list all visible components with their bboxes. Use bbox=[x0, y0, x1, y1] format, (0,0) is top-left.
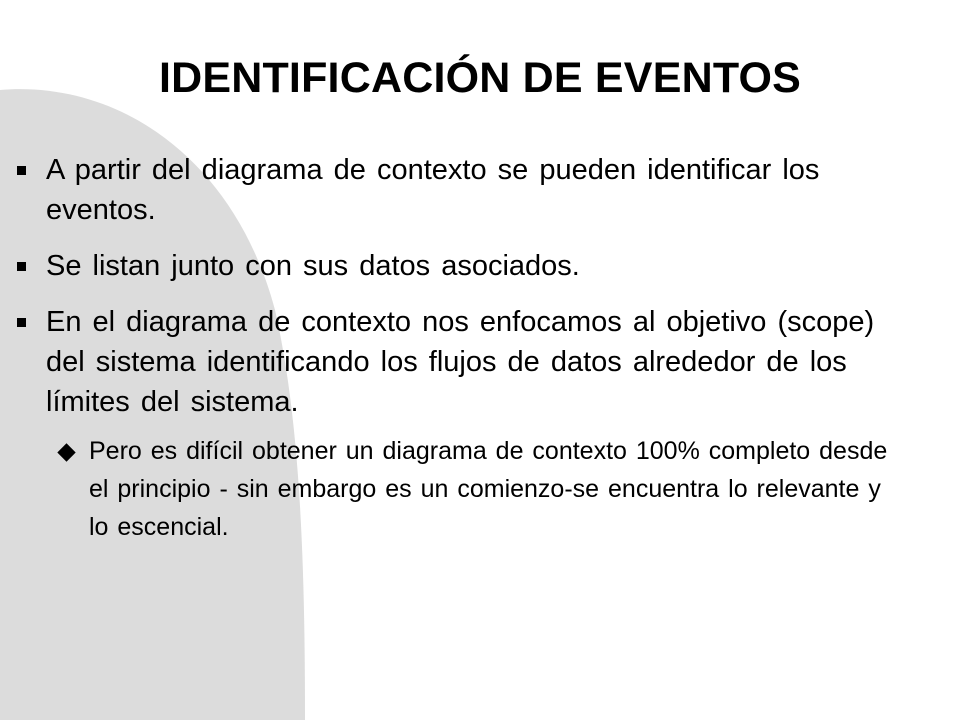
slide-title: IDENTIFICACIÓN DE EVENTOS bbox=[158, 54, 802, 102]
bullet-item bbox=[0, 246, 896, 286]
square-bullet-icon bbox=[17, 262, 26, 271]
sub-bullet-text: Pero es difícil obtener un diagrama de contexto 100% completo desde el principio - sin embargo es un comienzo-se encuentra lo relevante y lo escencial. bbox=[89, 437, 888, 541]
bullet-text: En el diagrama de contexto nos enfocamos al objetivo (scope) del sistema identificando los flujos de datos alrededor de los límites del sistema. bbox=[46, 306, 875, 418]
bullet-list bbox=[0, 150, 960, 546]
square-bullet-icon bbox=[17, 318, 26, 327]
diamond-bullet-icon bbox=[57, 443, 75, 461]
bullet-text: Se listan junto con sus datos asociados. bbox=[46, 250, 580, 282]
bullet-item bbox=[0, 302, 896, 422]
bullet-item bbox=[0, 150, 896, 230]
sub-bullet-item bbox=[0, 432, 909, 546]
square-bullet-icon bbox=[17, 166, 26, 175]
bullet-text: A partir del diagrama de contexto se pueden identificar los eventos. bbox=[46, 154, 820, 226]
